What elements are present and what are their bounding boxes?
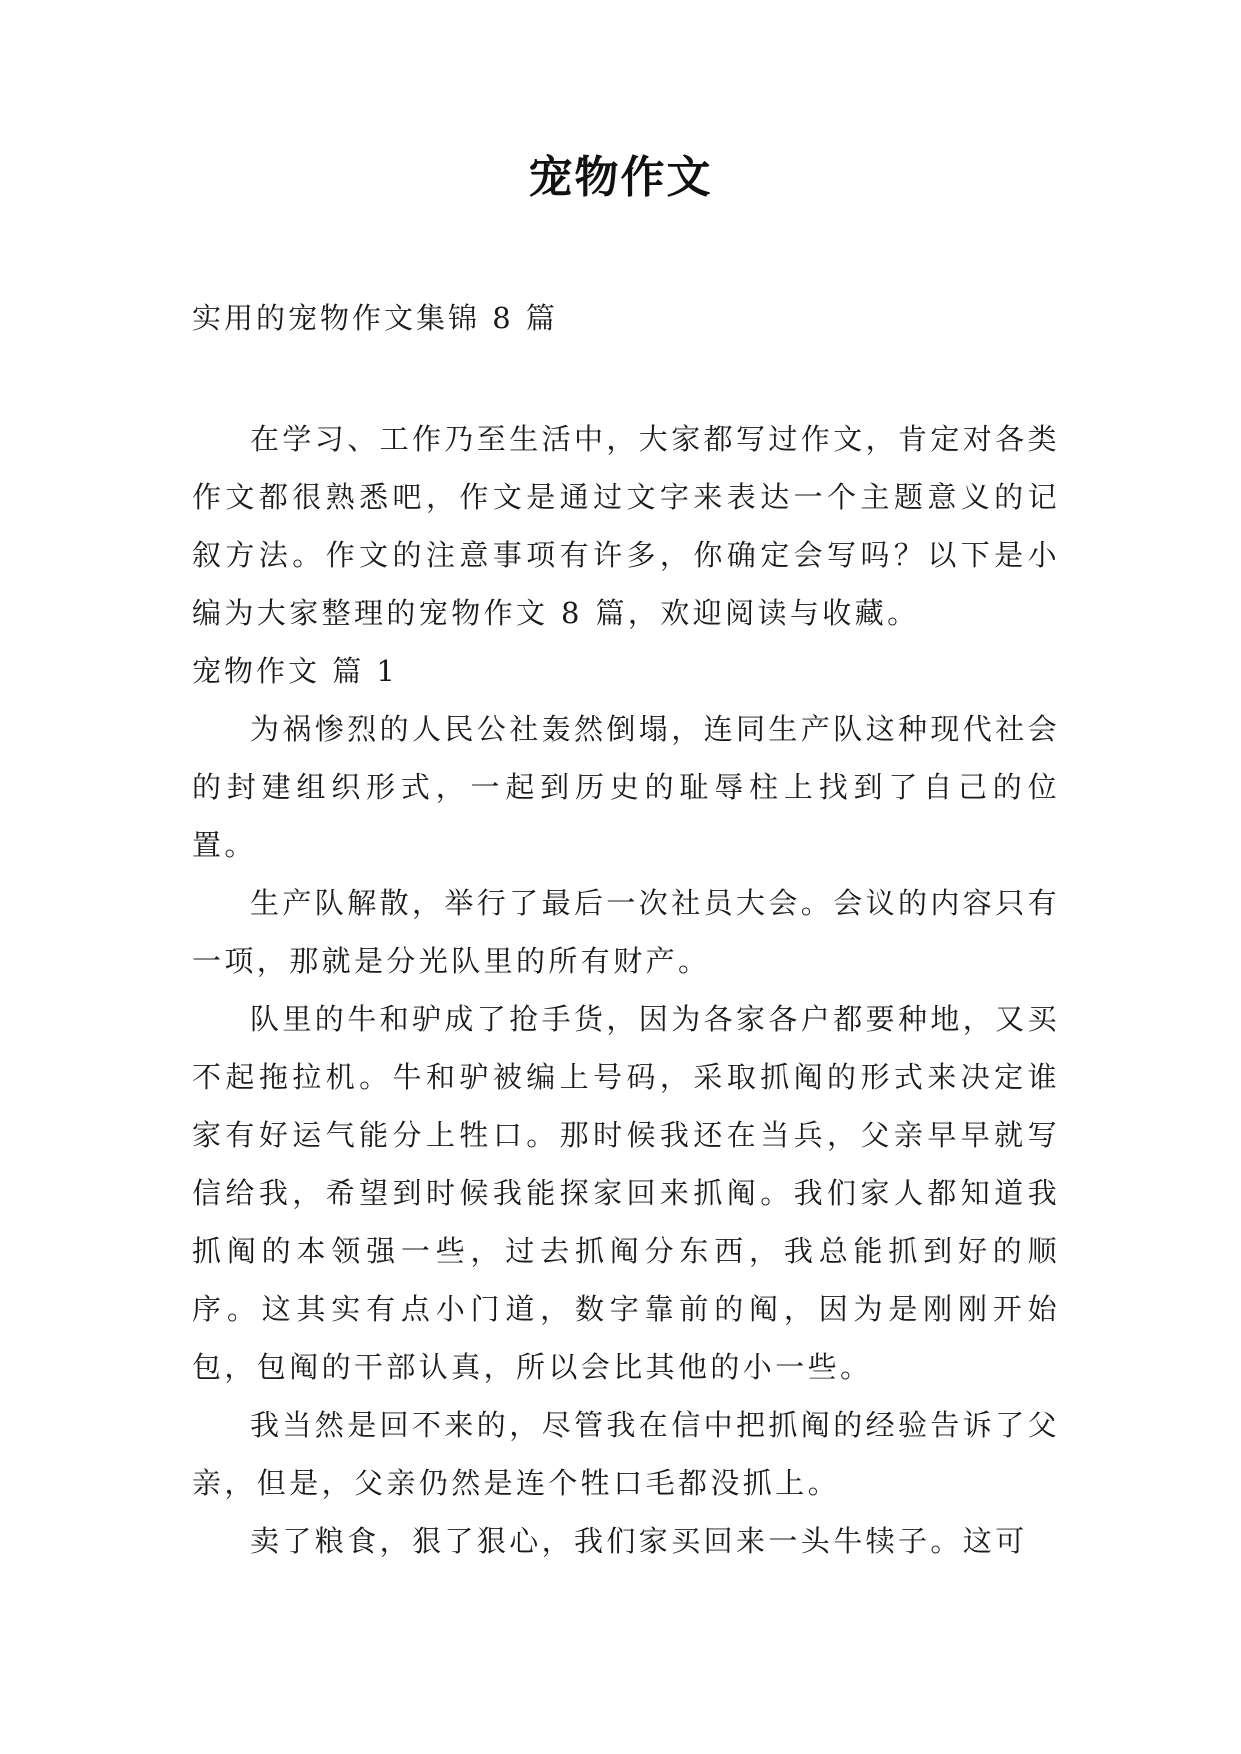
document-title: 宠物作文	[528, 152, 713, 203]
body-paragraph: 生产队解散，举行了最后一次社员大会。会议的内容只有一项，那就是分光队里的所有财产。	[192, 886, 1061, 978]
intro-paragraph: 在学习、工作乃至生活中，大家都写过作文，肯定对各类作文都很熟悉吧，作文是通过文字来表达一个主题意义的记叙方法。作文的注意事项有许多，你确定会写吗？以下是小编为大家整理的宠物作文 8 篇，欢迎阅读与收藏。	[192, 422, 1061, 630]
body-paragraph: 为祸惨烈的人民公社轰然倒塌，连同生产队这种现代社会的封建组织形式，一起到历史的耻辱柱上找到了自己的位置。	[192, 712, 1061, 862]
document-subtitle: 实用的宠物作文集锦 8 篇	[192, 301, 558, 335]
section-heading: 宠物作文 篇 1	[192, 654, 398, 688]
body-paragraph: 卖了粮食，狠了狠心，我们家买回来一头牛犊子。这可	[250, 1524, 1028, 1558]
body-paragraph: 队里的牛和驴成了抢手货，因为各家各户都要种地，又买不起拖拉机。牛和驴被编上号码，采取抓阄的形式来决定谁家有好运气能分上牲口。那时候我还在当兵，父亲早早就写信给我，希望到时候我能探家回来抓阄。我们家人都知道我抓阄的本领强一些，过去抓阄分东西，我总能抓到好的顺序。这其实有点小门道，数字靠前的阄，因为是刚刚开始包，包阄的干部认真，所以会比其他的小一些。	[192, 1002, 1061, 1384]
body-paragraph: 我当然是回不来的，尽管我在信中把抓阄的经验告诉了父亲，但是，父亲仍然是连个牲口毛都没抓上。	[192, 1408, 1061, 1500]
document-body	[192, 410, 1060, 1570]
